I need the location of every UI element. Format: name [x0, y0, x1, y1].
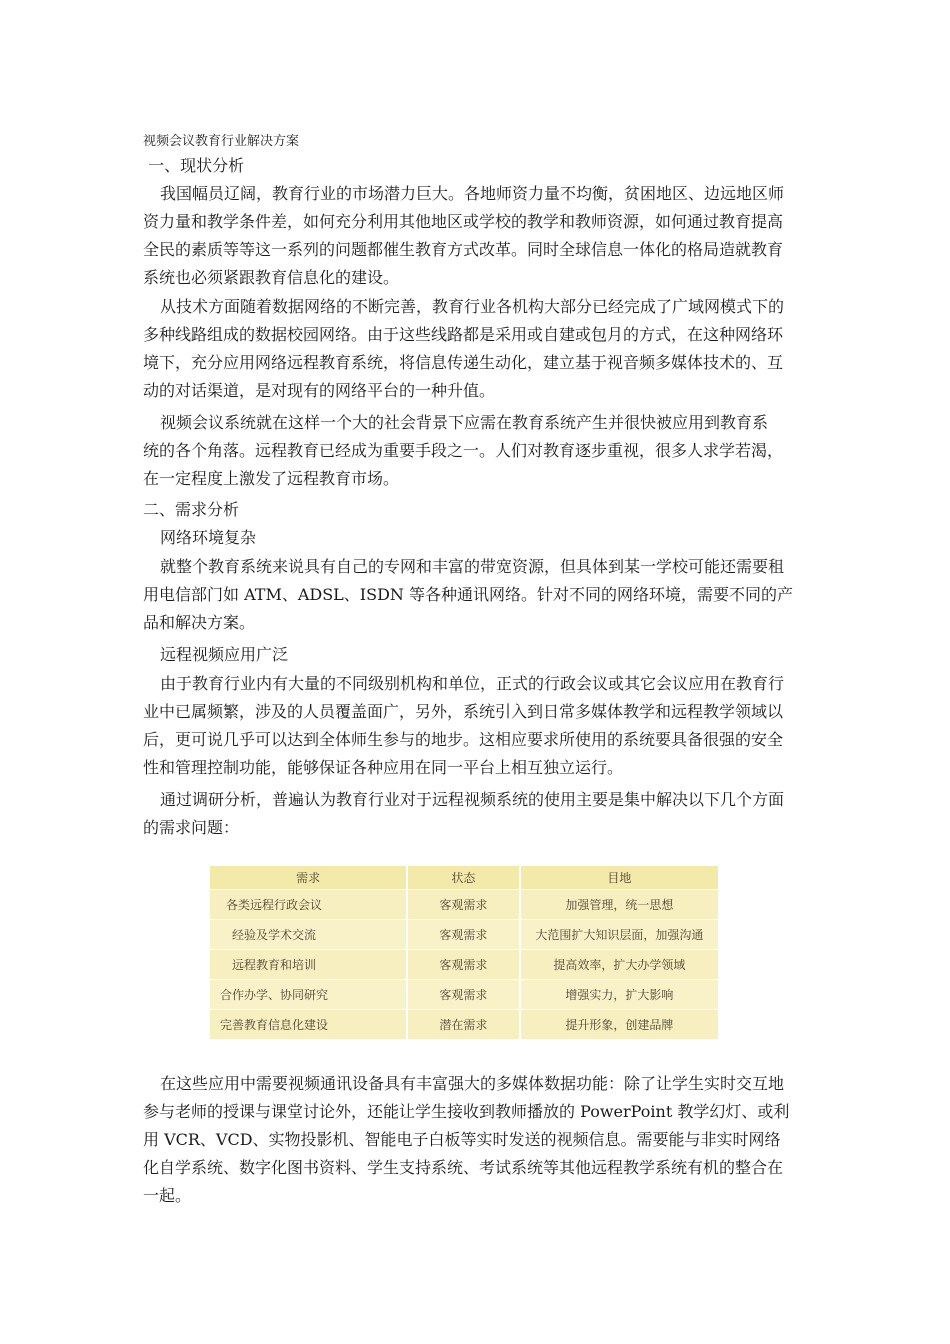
- table-cell: 潜在需求: [407, 1010, 520, 1040]
- text-line: 通过调研分析，普遍认为教育行业对于远程视频系统的使用主要是集中解决以下几个方面: [160, 790, 785, 809]
- table-cell: 大范围扩大知识层面，加强沟通: [520, 920, 718, 950]
- paragraph-2: [143, 293, 808, 405]
- table-row: [210, 1010, 718, 1040]
- text-line: 境下，充分应用网络远程教育系统，将信息传递生动化，建立基于视音频多媒体技术的、互: [143, 353, 784, 372]
- paragraph-6: [143, 786, 808, 842]
- table-header-row: [210, 866, 718, 890]
- table-row: [210, 950, 718, 980]
- section-1: [143, 152, 808, 180]
- section-heading: 二、需求分析: [143, 500, 240, 519]
- text-line: 的需求问题：: [143, 818, 240, 837]
- cell-text: 各类远程行政会议: [226, 898, 323, 912]
- paragraph-7: [143, 1070, 808, 1210]
- table-cell: 客观需求: [407, 950, 520, 980]
- text-line: 就整个教育系统来说具有自己的专网和丰富的带宽资源，但具体到某一学校可能还需要租: [160, 557, 785, 576]
- text-line: 统的各个角落。远程教育已经成为重要手段之一。人们对教育逐步重视，很多人求学若渴，: [143, 441, 784, 460]
- text-line: 后，更可说几乎可以达到全体师生参与的地步。这相应要求所使用的系统要具备很强的安全: [143, 730, 784, 749]
- text-line: 系统也必须紧跟教育信息化的建设。: [143, 268, 400, 287]
- table-cell: 提升形象，创建品牌: [520, 1010, 718, 1040]
- text-line: 用电信部门如 ATM、ADSL、ISDN 等各种通讯网络。针对不同的网络环境，需要不同的产: [143, 585, 793, 604]
- section-heading: 一、现状分析: [143, 156, 245, 175]
- text-line: 动的对话渠道，是对现有的网络平台的一种升值。: [143, 381, 496, 400]
- table-cell: 客观需求: [407, 890, 520, 920]
- cell-text: 远程教育和培训: [232, 958, 317, 972]
- paragraph-4: [143, 553, 808, 637]
- table-cell: 客观需求: [407, 920, 520, 950]
- requirements-table: [210, 866, 718, 1036]
- text-line: 我国幅员辽阔，教育行业的市场潜力巨大。各地师资力量不均衡，贫困地区、边远地区师: [160, 184, 785, 203]
- document-title: 视频会议教育行业解决方案: [143, 134, 300, 149]
- table-cell: [210, 890, 407, 920]
- text-line: 品和解决方案。: [143, 613, 256, 632]
- text-line: 多种线路组成的数据校园网络。由于这些线路都是采用或自建或包月的方式，在这种网络环: [143, 325, 784, 344]
- text-line: 从技术方面随着数据网络的不断完善，教育行业各机构大部分已经完成了广域网模式下的: [160, 297, 785, 316]
- text-line: 化自学系统、数字化图书资料、学生支持系统、考试系统等其他远程教学系统有机的整合在: [143, 1158, 784, 1177]
- subsection: [143, 641, 808, 669]
- paragraph-1: [143, 180, 808, 292]
- paragraph-3: [143, 409, 808, 493]
- header-label: 需求: [296, 871, 321, 885]
- requirements-table-grid: [210, 866, 718, 1040]
- text-line: 用 VCR、VCD、实物投影机、智能电子白板等实时发送的视频信息。需要能与非实时网络: [143, 1130, 781, 1149]
- text-line: 资力量和教学条件差，如何充分利用其他地区或学校的教学和教师资源，如何通过教育提高: [143, 212, 784, 231]
- table-cell: 提高效率，扩大办学领域: [520, 950, 718, 980]
- text-line: 性和管理控制功能，能够保证各种应用在同一平台上相互独立运行。: [143, 758, 624, 777]
- subheading: 远程视频应用广泛: [160, 645, 289, 664]
- table-cell: 增强实力，扩大影响: [520, 980, 718, 1010]
- table-cell: [210, 920, 407, 950]
- table-cell: [210, 950, 407, 980]
- text-line: 在一定程度上激发了远程教育市场。: [143, 469, 400, 488]
- text-line: 在这些应用中需要视频通讯设备具有丰富强大的多媒体数据功能：除了让学生实时交互地: [160, 1074, 785, 1093]
- text-line: 全民的素质等等这一系列的问题都催生教育方式改革。同时全球信息一体化的格局造就教育: [143, 240, 784, 259]
- table-row: [210, 980, 718, 1010]
- table-cell: [210, 980, 407, 1010]
- table-header-cell: 状态: [407, 866, 520, 890]
- text-line: 业中已属频繁，涉及的人员覆盖面广，另外，系统引入到日常多媒体教学和远程教学领域以: [143, 702, 784, 721]
- paragraph-5: [143, 670, 808, 782]
- section-2: [143, 496, 808, 552]
- table-cell: 客观需求: [407, 980, 520, 1010]
- cell-text: 完善教育信息化建设: [220, 1018, 329, 1032]
- table-header-cell: [210, 866, 407, 890]
- text-line: 由于教育行业内有大量的不同级别机构和单位，正式的行政会议或其它会议应用在教育行: [160, 674, 785, 693]
- text-line: 一起。: [143, 1186, 192, 1205]
- cell-text: 合作办学、协同研究: [220, 988, 329, 1002]
- table-cell: 加强管理，统一思想: [520, 890, 718, 920]
- table-header-cell: 目地: [520, 866, 718, 890]
- cell-text: 经验及学术交流: [232, 928, 317, 942]
- subheading: 网络环境复杂: [160, 528, 257, 547]
- table-row: [210, 890, 718, 920]
- table-row: [210, 920, 718, 950]
- text-line: 参与老师的授课与课堂讨论外，还能让学生接收到教师播放的 PowerPoint 教学幻灯、或利: [143, 1102, 790, 1121]
- table-cell: [210, 1010, 407, 1040]
- text-line: 视频会议系统就在这样一个大的社会背景下应需在教育系统产生并很快被应用到教育系: [160, 413, 769, 432]
